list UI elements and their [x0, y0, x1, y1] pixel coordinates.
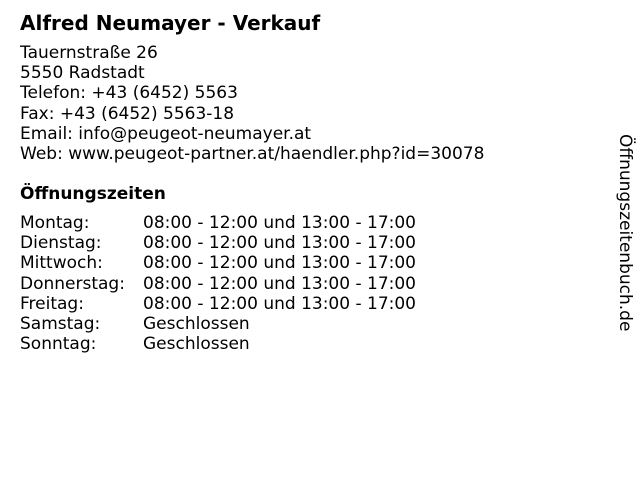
- street-line: Tauernstraße 26: [20, 43, 158, 63]
- city-line: 5550 Radstadt: [20, 63, 145, 84]
- hours-row-friday: [20, 294, 416, 314]
- site-watermark: Öffnungszeitenbuch.de: [615, 134, 635, 332]
- day-label: Mittwoch:: [20, 253, 103, 274]
- day-label: Montag:: [20, 213, 90, 233]
- hours-value: 08:00 - 12:00 und 13:00 - 17:00: [143, 213, 416, 233]
- day-label: Sonntag:: [20, 334, 97, 355]
- email-line: Email: info@peugeot-neumayer.at: [20, 123, 312, 144]
- hours-value: 08:00 - 12:00 und 13:00 - 17:00: [143, 233, 416, 254]
- day-label: Samstag:: [20, 314, 101, 335]
- fax-line: Fax: +43 (6452) 5563-18: [20, 103, 235, 124]
- address-block: [20, 43, 484, 164]
- hours-row-monday: [20, 213, 416, 233]
- hours-value: Geschlossen: [143, 334, 250, 355]
- hours-row-wednesday: [20, 253, 416, 273]
- hours-value: 08:00 - 12:00 und 13:00 - 17:00: [143, 293, 416, 314]
- hours-row-saturday: [20, 314, 416, 334]
- opening-hours-heading: Öffnungszeiten: [20, 184, 166, 204]
- day-label: Dienstag:: [20, 233, 102, 254]
- hours-value: Geschlossen: [143, 314, 250, 335]
- business-title: Alfred Neumayer - Verkauf: [20, 11, 321, 35]
- phone-line: Telefon: +43 (6452) 5563: [20, 83, 238, 104]
- day-label: Freitag:: [20, 293, 84, 314]
- opening-hours-table: [20, 213, 416, 354]
- hours-row-sunday: [20, 334, 416, 354]
- day-label: Donnerstag:: [20, 273, 125, 294]
- web-line: Web: www.peugeot-partner.at/haendler.php?id=30078: [20, 144, 485, 165]
- hours-value: 08:00 - 12:00 und 13:00 - 17:00: [143, 253, 416, 274]
- hours-row-thursday: [20, 274, 416, 294]
- hours-value: 08:00 - 12:00 und 13:00 - 17:00: [143, 273, 416, 294]
- hours-row-tuesday: [20, 233, 416, 253]
